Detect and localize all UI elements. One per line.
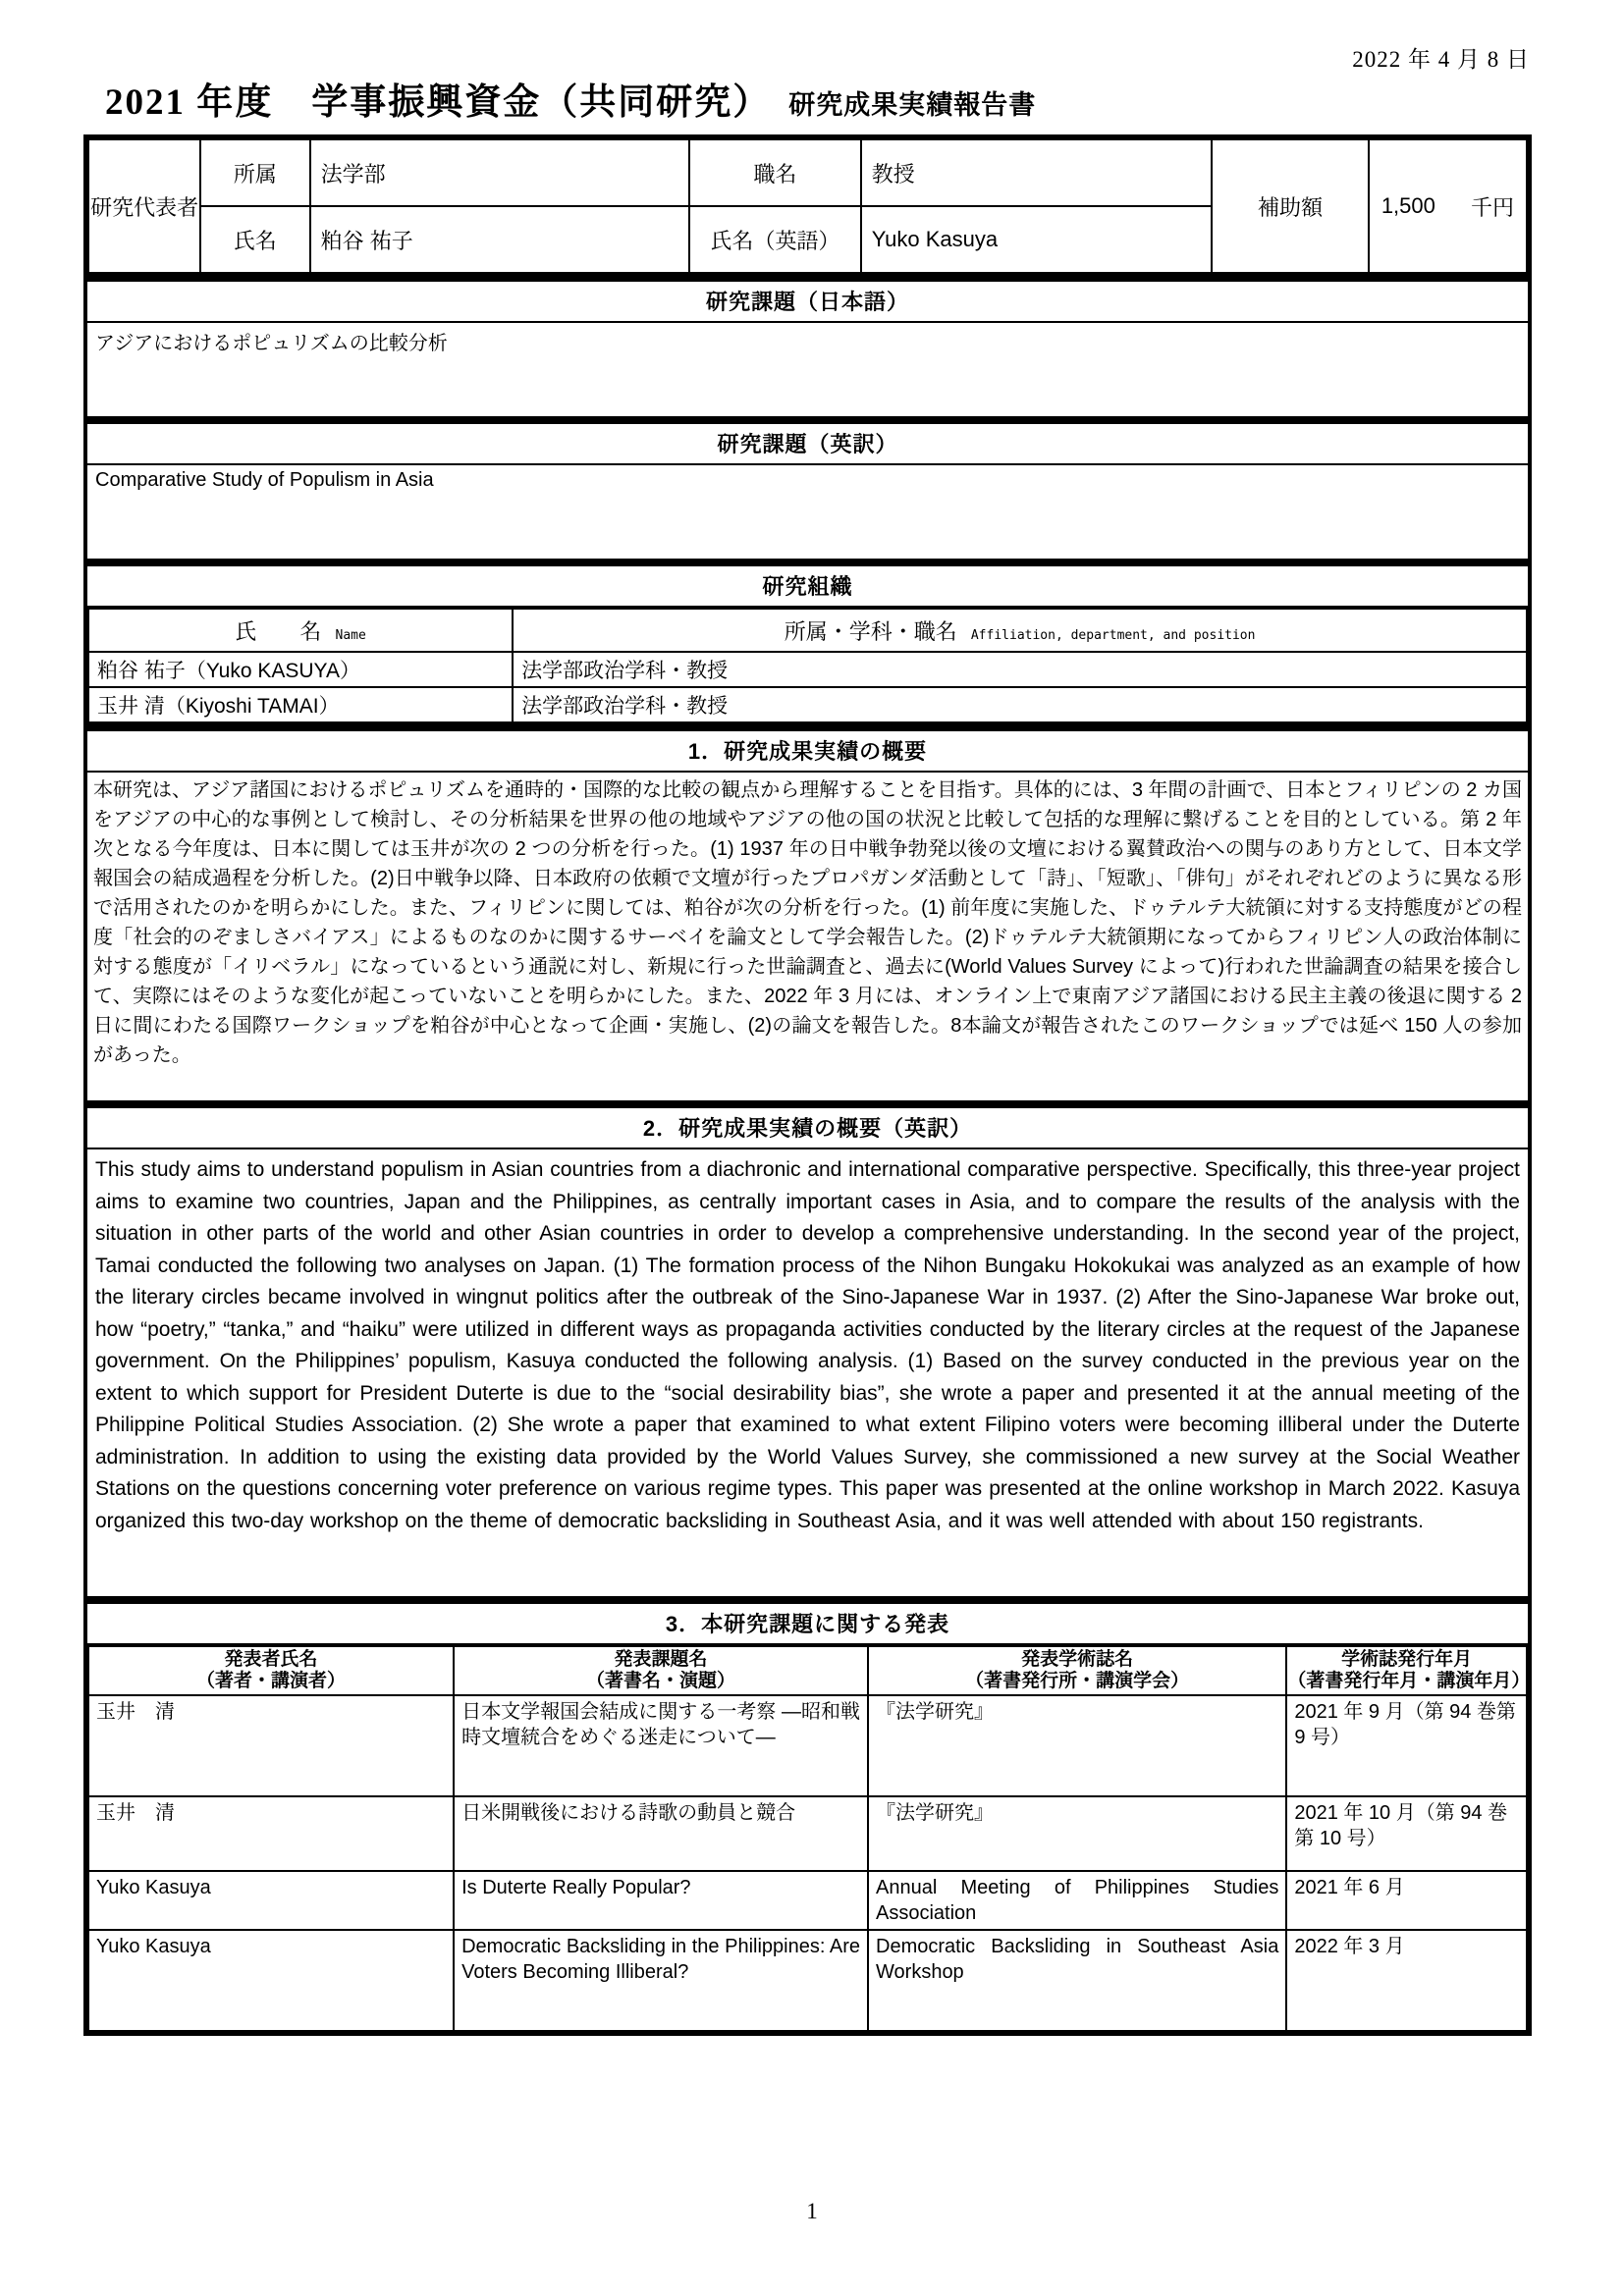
col-presenter-main: 発表者氏名 [224, 1649, 318, 1670]
presentation-venue: 『法学研究』 [868, 1796, 1286, 1871]
col-date [1286, 1646, 1531, 1695]
presentation-title: Democratic Backsliding in the Philippines: Are Voters Becoming Illiberal? [454, 1930, 868, 2031]
presentation-row [88, 1871, 1527, 1930]
presentation-title: Is Duterte Really Popular? [454, 1871, 868, 1930]
subsidy-label: 補助額 [1212, 139, 1369, 273]
representative-label: 研究代表者 [88, 139, 200, 273]
col-title [454, 1646, 868, 1695]
presenter: 玉井 清 [88, 1796, 454, 1871]
affiliation-value: 法学部 [310, 139, 690, 206]
representative-section [83, 134, 1532, 278]
org-col-name-en: Name [335, 627, 366, 643]
col-venue-main: 発表学術誌名 [1021, 1649, 1134, 1670]
organization-section [83, 562, 1532, 727]
organization-header: 研究組織 [87, 566, 1528, 608]
presentations-header: 3．本研究課題に関する発表 [87, 1604, 1528, 1645]
subsidy-unit: 千円 [1470, 194, 1514, 220]
jobtitle-value: 教授 [861, 139, 1212, 206]
presentation-row [88, 1796, 1527, 1871]
presentation-row [88, 1930, 1527, 2031]
subsidy-amount: 1,500 [1380, 193, 1435, 218]
report-page [83, 37, 1532, 2036]
name-value: 粕谷 祐子 [310, 206, 690, 273]
col-title-sub: （著書名・演題） [586, 1671, 736, 1691]
presentations-table [87, 1645, 1531, 2032]
name-en-value: Yuko Kasuya [861, 206, 1212, 273]
name-en-label: 氏名（英語） [689, 206, 860, 273]
col-date-sub: （著書発行年月・講演年月） [1287, 1671, 1531, 1691]
col-venue [868, 1646, 1286, 1695]
title-sub: 研究成果実績報告書 [788, 90, 1037, 120]
org-col-name [88, 609, 513, 652]
topic-en-section [83, 420, 1532, 562]
member-affiliation: 法学部政治学科・教授 [513, 652, 1527, 687]
topic-en-header: 研究課題（英訳） [87, 424, 1528, 465]
member-affiliation: 法学部政治学科・教授 [513, 687, 1527, 722]
org-row [88, 652, 1527, 687]
presentation-row [88, 1695, 1527, 1796]
presentations-header-row [88, 1646, 1527, 1695]
document-date: 2022 年 4 月 8 日 [1352, 47, 1530, 72]
presenter: Yuko Kasuya [88, 1871, 454, 1930]
jobtitle-label: 職名 [689, 139, 860, 206]
member-name: 玉井 清（Kiyoshi TAMAI） [88, 687, 513, 722]
summary-en-text: This study aims to understand populism in Asian countries from a diachronic and international comparative perspective. Specifically, this three-year project aims to examine two countries, Japan and the Philippines, as centrally important cases in Asia, and to compare the results of the analysis with the situation in other parts of the world and other Asian countries in order to develop a comprehensive understanding. In the second year of the project, Tamai conducted the following two analyses on Japan. (1) The formation process of the Nihon Bungaku Hokokukai was analyzed as an example of how the literary circles became involved in wingnut politics after the outbreak of the Sino-Japanese War in 1937. (2) After the Sino-Japanese War broke out, how “poetry,” “tanka,” and “haiku” were utilized in different ways as propaganda activities conducted by the literary circles at the request of the Japanese government. On the Philippines’ populism, Kasuya conducted the following analysis. (1) Based on the survey conducted in the previous year on the extent to which support for President Duterte is due to the “social desirability bias”, she wrote a paper and presented it at the annual meeting of the Philippine Political Studies Association. (2) She wrote a paper that examined to what extent Filipino voters were becoming illiberal under the Duterte administration. In addition to using the existing data provided by the World Values Survey, she commissioned a new survey at the Social Weather Stations on the questions concerning voter preference on various regime types. This paper was presented at the online workshop in March 2022. Kasuya organized this two-day workshop on the theme of democratic backsliding in Southeast Asia, and it was well attended with about 150 registrants. [95, 1158, 1520, 1532]
org-row [88, 687, 1527, 722]
presentation-date: 2021 年 10 月（第 94 巻第 10 号） [1286, 1796, 1527, 1871]
org-col-affiliation-en: Affiliation, department, and position [970, 627, 1256, 643]
summary-ja-section [83, 727, 1532, 1104]
presentation-date: 2021 年 6 月 [1286, 1871, 1527, 1930]
presenter: 玉井 清 [88, 1695, 454, 1796]
page-number: 1 [806, 2199, 818, 2223]
member-name: 粕谷 祐子（Yuko KASUYA） [88, 652, 513, 687]
presentation-date: 2021 年 9 月（第 94 巻第 9 号） [1286, 1695, 1527, 1796]
presenter: Yuko Kasuya [88, 1930, 454, 2031]
col-presenter [88, 1646, 454, 1695]
org-col-name-ja: 氏 名 [235, 618, 322, 644]
organization-table [87, 608, 1528, 723]
presentation-date: 2022 年 3 月 [1286, 1930, 1527, 2031]
summary-en-header: 2．研究成果実績の概要（英訳） [87, 1108, 1528, 1149]
col-title-main: 発表課題名 [614, 1649, 708, 1670]
title-main: 2021 年度 学事振興資金（共同研究） [105, 82, 772, 123]
col-date-main: 学術誌発行年月 [1341, 1649, 1473, 1670]
topic-ja-header: 研究課題（日本語） [87, 282, 1528, 323]
org-col-affiliation [513, 609, 1527, 652]
affiliation-label: 所属 [200, 139, 309, 206]
org-col-affiliation-ja: 所属・学科・職名 [784, 618, 957, 644]
summary-en-section [83, 1104, 1532, 1600]
presentation-title: 日米開戦後における詩歌の動員と競合 [454, 1796, 868, 1871]
summary-ja-header: 1．研究成果実績の概要 [87, 731, 1528, 773]
presentation-venue: Democratic Backsliding in Southeast Asia Workshop [868, 1930, 1286, 2031]
col-venue-sub: （著書発行所・講演学会） [965, 1671, 1190, 1691]
subsidy-cell [1369, 139, 1527, 273]
presentation-venue: 『法学研究』 [868, 1695, 1286, 1796]
presentations-section [83, 1600, 1532, 2036]
representative-table [87, 138, 1528, 274]
presentation-title: 日本文学報国会結成に関する一考察 ―昭和戦時文壇統合をめぐる迷走について― [454, 1695, 868, 1796]
page-title [105, 72, 1036, 125]
topic-ja-section [83, 278, 1532, 420]
document-header [83, 37, 1532, 134]
topic-ja-value: アジアにおけるポピュリズムの比較分析 [95, 333, 448, 354]
name-label: 氏名 [200, 206, 309, 273]
summary-ja-text: 本研究は、アジア諸国におけるポピュリズムを通時的・国際的な比較の観点から理解することを目指す。具体的には、3 年間の計画で、日本とフィリピンの 2 カ国をアジアの中心的な事例として検討し、その分析結果を世界の他の地域やアジアの他の国の状況と比較して包括的な理解に繋げることを目的としている。第 2 年次となる今年度は、日本に関しては玉井が次の 2 つの分析を行った。(1) 1937 年の日中戦争勃発以後の文壇における翼賛政治への関与のあり方として、日本文学報国会の結成過程を分析した。(2)日中戦争以降、日本政府の依頼で文壇が行ったプロパガンダ活動として「詩」、「短歌」、「俳句」がそれぞれどのように異なる形で活用されたのかを明らかにした。また、フィリピンに関しては、粕谷が次の分析を行った。(1) 前年度に実施した、ドゥテルテ大統領に対する支持態度がどの程度「社会的のぞましさバイアス」によるものなのかに関するサーベイを論文として学会報告した。(2)ドゥテルテ大統領期になってからフィリピン人の政治体制に対する態度が「イリベラル」になっているという通説に対し、新規に行った世論調査と、過去に(World Values Survey によって)行われた世論調査の結果を接合して、実際にはそのような変化が起こっていないことを明らかにした。また、2022 年 3 月には、オンライン上で東南アジア諸国における民主主義の後退に関する 2 日に間にわたる国際ワークショップを粕谷が中心となって企画・実施し、(2)の論文を報告した。8本論文が報告されたこのワークショップでは延べ 150 人の参加があった。 [93, 779, 1522, 1066]
presentation-venue: Annual Meeting of Philippines Studies Association [868, 1871, 1286, 1930]
topic-en-value: Comparative Study of Populism in Asia [95, 469, 434, 491]
col-presenter-sub: （著者・講演者） [196, 1671, 347, 1691]
